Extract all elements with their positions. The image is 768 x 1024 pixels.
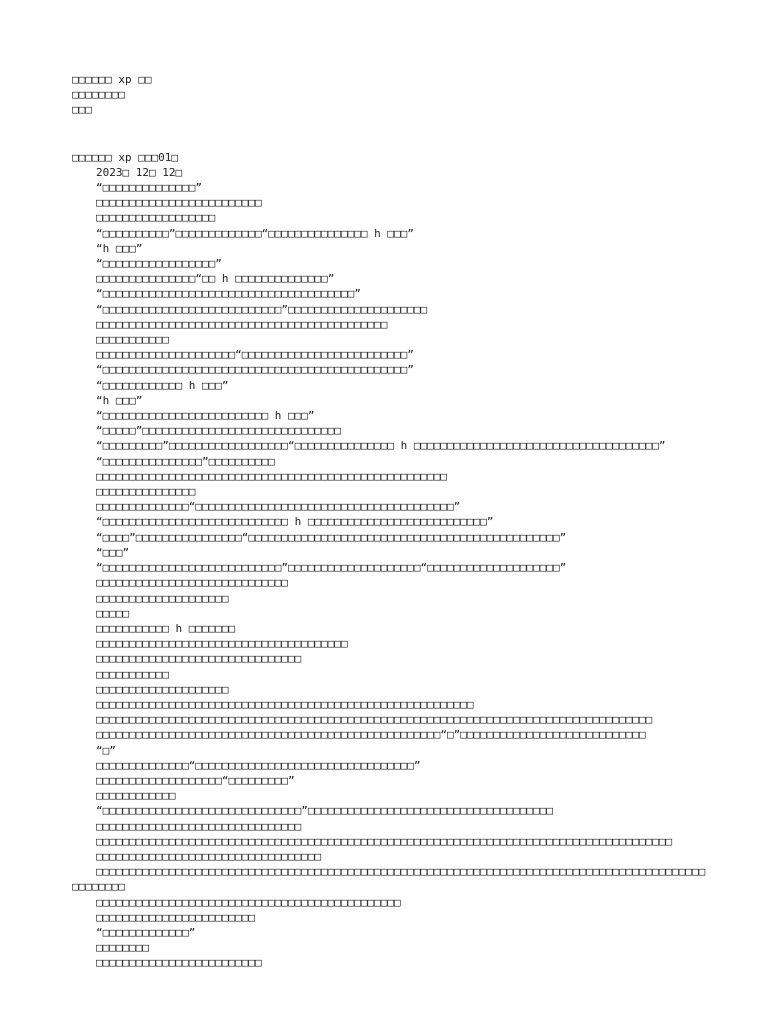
text-line: “□□□□□□□□□□□□□□□□□□□□□□□□□ h □□□”	[96, 409, 315, 423]
section-heading: □□□□□□□□	[72, 880, 125, 894]
text-line: □□□□□□□□□□□□□□□□□□□□□□□□□□□□□□□□□□□□□□□□□□□□□□□□□□□□□□□□□□□□□□□□□□□□□□□□□□□□□□□□□□□□	[96, 713, 653, 727]
text-line: “□□□□”□□□□□□□□□□□□□□□□“□□□□□□□□□□□□□□□□□□□□□□□□□□□□□□□□□□□□□□□□□□□□□□□”	[96, 530, 567, 544]
text-line: “h □□□”	[96, 241, 143, 255]
text-line: “□□□□□□□□□□□□□□□”□□□□□□□□□□	[96, 454, 275, 468]
text-line: □□□□□□□□□□□	[96, 667, 169, 681]
text-line: □□□□□□□□□□□□	[96, 789, 176, 803]
text-line: □□□□□□□□□□□□□□□□□□□□□□□□□	[96, 956, 262, 970]
text-line: □□□□□□□□□□□□□□□□□□□□□“□□□□□□□□□□□□□□□□□□□□□□□□□”	[96, 348, 414, 362]
text-line: □□□□□□□□□□□□□□□□□□□□□□□□□□□□□□□□□□□□□□□□□□□□□□□□□□□□□	[96, 469, 447, 483]
text-line: “□□□□□□□□□□□□□□□□□□□□□□□□□□□”□□□□□□□□□□□□□□□□□□□□□	[96, 302, 428, 316]
section-body	[72, 895, 732, 971]
text-line: “□□□□□□□□□”□□□□□□□□□□□□□□□□□□“□□□□□□□□□□□□□□□ h □□□□□□□□□□□□□□□□□□□□□□□□□□□□□□□□□□□□□”	[96, 439, 666, 453]
text-line: □□□□□□□□□□□□□□□□□□□□□□□□□□□□□□□□□□□□□□□□□□□□□□□□□□□□□□□□□	[96, 697, 474, 711]
text-line: “□□□□□”□□□□□□□□□□□□□□□□□□□□□□□□□□□□□□	[96, 424, 342, 438]
chapter-heading: □□□□□□ xp □□□01□	[72, 150, 178, 164]
text-line: □□□□□□□□□□□□□□□□□□□□□□□□□□□□□□□□□□□□□□□□□□□□□□□□□□□□□□□□□□□□□□□□□□□□□□□□□□□□□□□□□□□□□□□	[96, 834, 673, 848]
text-line: □□□□□□□□□□□□□□□□□□□□□□□□□□□□□□□□□□□□□□	[96, 637, 348, 651]
document-title: □□□□□□ xp □□	[72, 73, 152, 86]
text-line: □□□□□□□□□□□□□□□	[96, 485, 196, 499]
document-subtitle: □□□□□□□□	[72, 88, 125, 102]
text-line: □□□□□□□□□□□□□□□□□□□□□□□□□	[96, 196, 262, 210]
text-line: □□□□□□□□□□□□□□□“□□ h □□□□□□□□□□□□□□”	[96, 272, 335, 286]
document-page	[72, 72, 732, 971]
text-line: □□□□□□□□□□□□□□□□□□□□□□□□□□□□□	[96, 576, 289, 590]
text-line: “□□□□□□□□□□□□□□□□□□□□□□□□□□□□□□□□□□□□□□□□□□□□□□”	[96, 363, 414, 377]
text-line: □□□□□□□□□□□□□□□□□□□□□□□□□□□□□□□□□□□□□□□□□□□□□□□□□□□□“□”□□□□□□□□□□□□□□□□□□□□□□□□□□□□	[96, 728, 646, 742]
text-line: □□□□□	[96, 606, 130, 620]
text-line: □□□□□□□□□□□□□□□□□□	[96, 211, 216, 225]
chapter-body	[72, 180, 732, 879]
text-line: □□□□□□□□□□□	[96, 333, 169, 347]
text-line: □□□□□□□□□□□ h □□□□□□□	[96, 621, 236, 635]
text-line: □□□□□□□□□□□□□□“□□□□□□□□□□□□□□□□□□□□□□□□□□□□□□□□□”	[96, 758, 421, 772]
text-line: “□□□□□□□□□□□□□□□□□□□□□□□□□□□□□□□□□□□□□□”	[96, 287, 361, 301]
section-block	[72, 879, 732, 970]
text-line: □□□□□□□□□□□□□□□□□□□“□□□□□□□□□”	[96, 773, 295, 787]
text-line: □□□□□□□□	[96, 941, 149, 955]
text-line: □□□□□□□□□□□□□□“□□□□□□□□□□□□□□□□□□□□□□□□□□□□□□□□□□□□□□□”	[96, 500, 461, 514]
text-line: “□□□□□□□□□□□□□□”	[96, 181, 202, 195]
text-line: “□”	[96, 743, 116, 757]
text-line: □□□□□□□□□□□□□□□□□□□□□□□□□□□□□□□□□□□□□□□□□□□□□□	[96, 895, 401, 909]
text-line: “□□□□□□□□□□□□ h □□□”	[96, 378, 229, 392]
text-line: “□□□□□□□□□□□□□□□□□□□□□□□□□□□”□□□□□□□□□□□□□□□□□□□□“□□□□□□□□□□□□□□□□□□□□”	[96, 561, 567, 575]
text-line: □□□□□□□□□□□□□□□□□□□□□□□□□□□□□□□	[96, 652, 302, 666]
text-line: □□□□□□□□□□□□□□□□□□□□	[96, 591, 229, 605]
text-line: □□□□□□□□□□□□□□□□□□□□	[96, 682, 229, 696]
text-line: □□□□□□□□□□□□□□□□□□□□□□□□	[96, 910, 255, 924]
text-line: □□□□□□□□□□□□□□□□□□□□□□□□□□□□□□□	[96, 819, 302, 833]
chapter-date: 2023□ 12□ 12□	[96, 165, 183, 179]
text-line: “□□□”	[96, 545, 130, 559]
chapter-block	[72, 150, 732, 880]
text-line: □□□□□□□□□□□□□□□□□□□□□□□□□□□□□□□□□□□□□□□□□□□□	[96, 317, 388, 331]
text-line: □□□□□□□□□□□□□□□□□□□□□□□□□□□□□□□□□□□□□□□□□□□□□□□□□□□□□□□□□□□□□□□□□□□□□□□□□□□□□□□□□□□□□□□□□□□□	[96, 865, 706, 879]
text-line: □□□□□□□□□□□□□□□□□□□□□□□□□□□□□□□□□□	[96, 849, 322, 863]
document-label: □□□	[72, 103, 92, 117]
text-line: “h □□□”	[96, 393, 143, 407]
text-line: “□□□□□□□□□□□□□”	[96, 925, 196, 939]
text-line: “□□□□□□□□□□□□□□□□□□□□□□□□□□□□ h □□□□□□□□□□□□□□□□□□□□□□□□□□□”	[96, 515, 494, 529]
text-line: “□□□□□□□□□□□□□□□□□”	[96, 257, 222, 271]
text-line: “□□□□□□□□□□”□□□□□□□□□□□□□“□□□□□□□□□□□□□□□ h □□□”	[96, 226, 414, 240]
document-header	[72, 72, 732, 118]
text-line: “□□□□□□□□□□□□□□□□□□□□□□□□□□□□□□”□□□□□□□□□□□□□□□□□□□□□□□□□□□□□□□□□□□□□	[96, 804, 553, 818]
